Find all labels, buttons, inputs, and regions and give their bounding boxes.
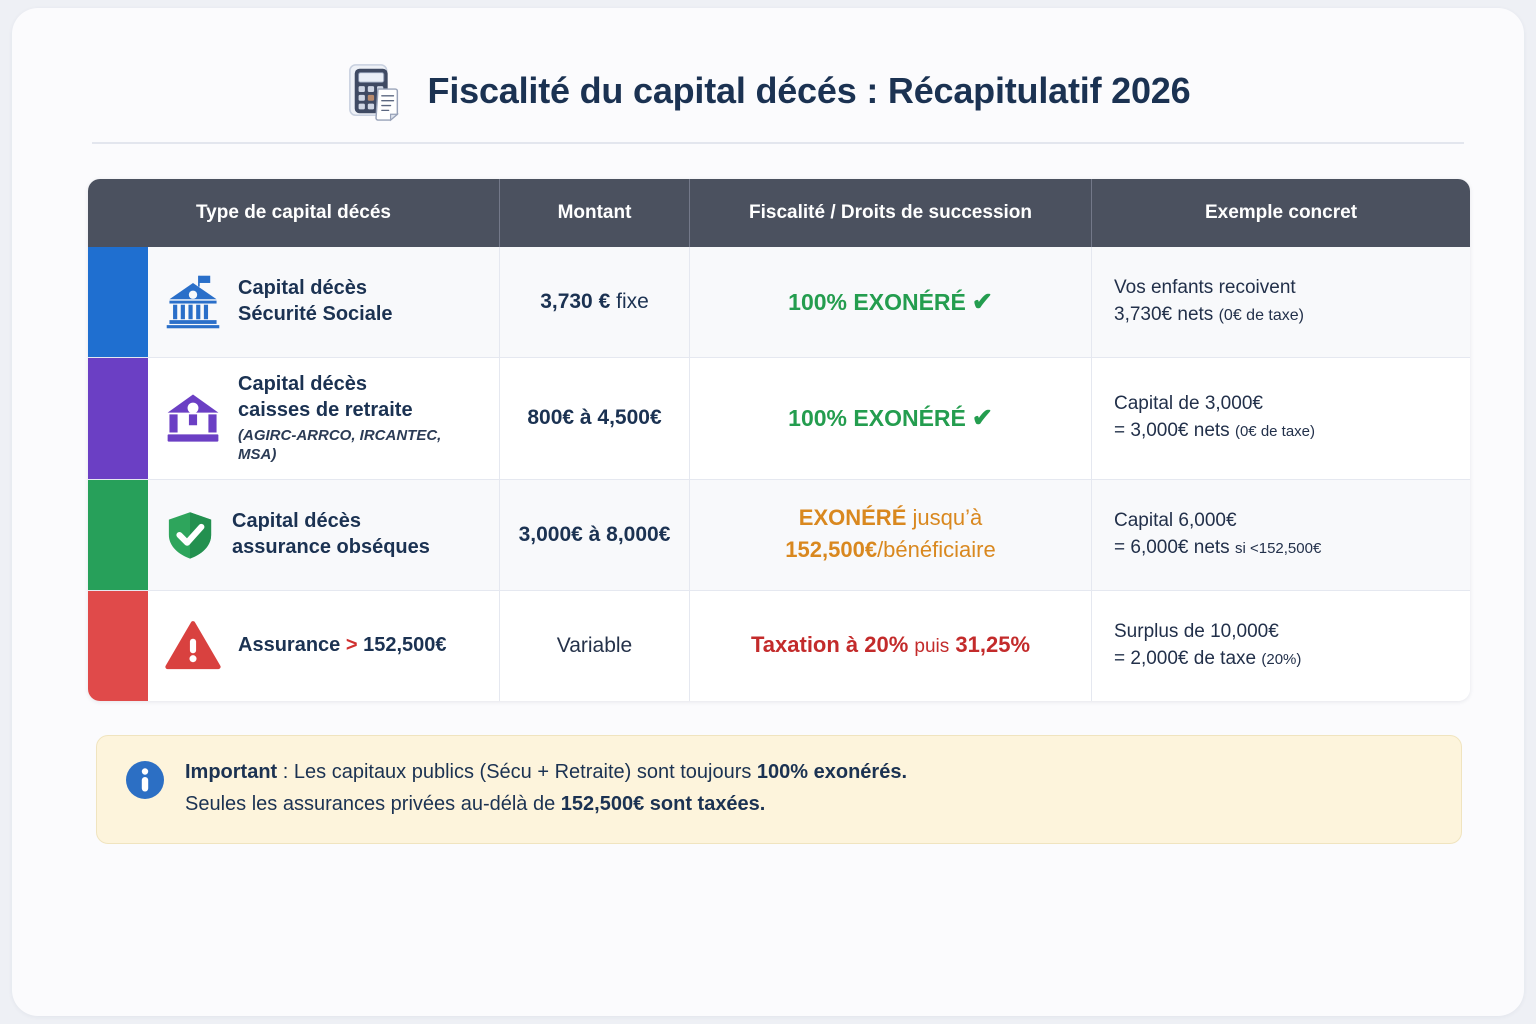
cell-type [148,358,500,479]
tax-line-1: 100% EXONÉRÉ [788,405,966,432]
callout-line-2: Seules les assurances privées au-délà de 152,500€ sont taxées. [185,793,766,816]
tax-line-2: 152,500€/bénéficiaire [785,537,996,563]
column-header-montant: Montant [500,179,690,247]
cell-exemple [1092,591,1470,701]
page-title: Fiscalité du capital décés : Récapitulatif 2026 [427,70,1191,111]
fiscalite-table [88,179,1470,701]
tax-line-1: EXONÉRÉ jusqu’à [798,505,983,531]
amount-value: Variable [556,633,633,657]
example-line-1: Capital de 3,000€ [1114,393,1263,415]
type-line-2: caisses de retraite [238,398,413,421]
check-icon: ✔ [971,287,993,316]
type-line-2: assurance obséques [232,535,430,558]
table-row [88,358,1470,480]
cell-exemple [1092,247,1470,357]
calculator-document-icon [346,60,408,122]
cell-montant [500,247,690,357]
cell-fiscalite [690,480,1092,590]
title-divider [92,142,1464,144]
type-label [238,633,447,659]
example-line-1: Vos enfants recoivent [1114,277,1296,299]
column-header-type: Type de capital décés [88,179,500,247]
important-callout [96,735,1462,844]
tax-status [785,504,995,564]
callout-text [185,756,907,821]
warning-triangle-icon [164,617,222,675]
info-circle-icon [123,758,167,802]
tax-status [751,631,1030,660]
table-row [88,480,1470,591]
tax-status [788,286,993,319]
cell-fiscalite [690,358,1092,479]
row-accent-bar [88,358,148,479]
table-row [88,247,1470,358]
type-line-2: Sécurité Sociale [238,303,393,325]
example-line-2: = 6,000€ nets si <152,500€ [1114,536,1322,558]
cell-type [148,247,500,357]
type-line-1: Capital décès [238,277,367,300]
tax-line-1: 100% EXONÉRÉ [788,288,966,315]
cell-fiscalite [690,247,1092,357]
amount-value: 3,730 € fixe [540,290,649,313]
amount-value: 3,000€ à 8,000€ [518,522,671,546]
example-text [1114,275,1304,329]
example-line-1: Surplus de 10,000€ [1114,620,1279,642]
cell-montant [500,358,690,479]
example-line-2: = 2,000€ de taxe (20%) [1114,647,1302,669]
cell-exemple [1092,358,1470,479]
amount-value: 800€ à 4,500€ [527,406,662,430]
cell-fiscalite [690,591,1092,701]
bank-building-icon [164,273,222,331]
tax-status [788,402,993,435]
check-icon: ✔ [971,404,993,433]
example-line-2: 3,730€ nets (0€ de taxe) [1114,304,1304,325]
column-header-exemple: Exemple concret [1204,202,1358,223]
type-label [232,509,430,560]
row-accent-bar [88,591,148,701]
example-text [1114,619,1301,673]
callout-line-1: Important : Les capitaux publics (Sécu + Retraite) sont toujours 100% exonérés. [185,761,908,783]
row-accent-bar [88,480,148,590]
table-header-row [88,179,1470,247]
example-text [1114,391,1315,445]
classical-building-icon [164,389,222,447]
table-row [88,591,1470,701]
row-accent-bar [88,247,148,357]
cell-type [148,591,500,701]
page-title-row [12,60,1524,122]
type-label [238,276,393,327]
cell-exemple [1092,480,1470,590]
cell-montant [500,480,690,590]
type-label [238,372,483,465]
type-line-1: Assurance > 152,500€ [238,633,447,656]
example-text [1114,508,1321,562]
type-sublabel: (AGIRC-ARRCO, IRCANTEC, MSA) [238,427,442,464]
infographic-card [12,8,1524,1016]
tax-line-1: Taxation à 20% puis 31,25% [750,632,1031,658]
type-line-1: Capital décès [238,373,367,395]
example-line-2: = 3,000€ nets (0€ de taxe) [1114,420,1316,442]
column-header-fiscalite: Fiscalité / Droits de succession [690,179,1092,247]
shield-check-icon [164,509,216,561]
type-line-1: Capital décès [232,509,361,532]
cell-type [148,480,500,590]
example-line-1: Capital 6,000€ [1114,509,1237,531]
cell-montant [500,591,690,701]
